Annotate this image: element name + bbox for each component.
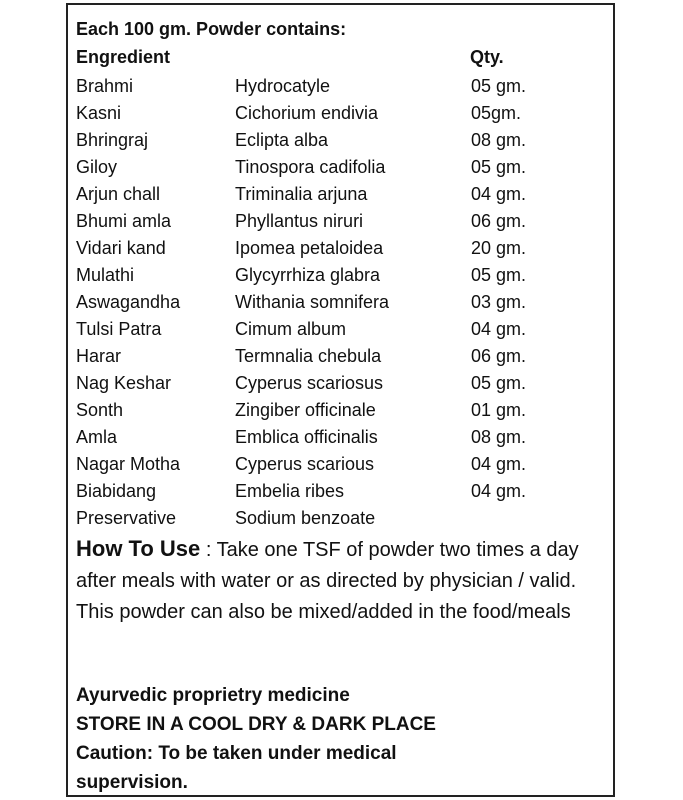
ingredient-qty: 03 gm. (471, 292, 527, 312)
ingredient-name: Bhringraj (76, 130, 149, 150)
botanical-name: Tinospora cadifolia (235, 157, 386, 177)
ingredient-name: Vidari kand (76, 238, 166, 258)
ingredient-row (76, 262, 606, 289)
ingredient-name: Aswagandha (76, 292, 181, 312)
footer-notes (76, 681, 436, 797)
botanical-name: Triminalia arjuna (235, 184, 368, 204)
ingredient-name: Bhumi amla (76, 211, 172, 231)
caution-line-continued: supervision. (76, 772, 188, 793)
ingredient-name: Brahmi (76, 76, 134, 96)
ingredient-row (76, 154, 606, 181)
botanical-name: Eclipta alba (235, 130, 329, 150)
ingredient-name: Giloy (76, 157, 118, 177)
ingredient-row (76, 127, 606, 154)
ingredient-row (76, 424, 606, 451)
botanical-name: Glycyrrhiza glabra (235, 265, 381, 285)
ingredient-row (76, 370, 606, 397)
ingredient-qty: 04 gm. (471, 184, 527, 204)
ingredient-name: Nagar Motha (76, 454, 181, 474)
ingredient-name: Arjun chall (76, 184, 161, 204)
ingredient-qty: 05 gm. (471, 157, 527, 177)
caution-line: Caution: To be taken under medical (76, 743, 397, 764)
ingredient-row (76, 316, 606, 343)
ingredient-name: Kasni (76, 103, 122, 123)
ingredient-qty: 20 gm. (471, 238, 527, 258)
ingredient-qty: 06 gm. (471, 211, 527, 231)
how-to-use-separator: : (200, 539, 217, 561)
botanical-name: Withania somnifera (235, 292, 390, 312)
ingredient-list (76, 73, 606, 532)
medicine-type: Ayurvedic proprietry medicine (76, 685, 350, 706)
ingredient-qty: 04 gm. (471, 454, 527, 474)
ingredient-name: Biabidang (76, 481, 157, 501)
how-to-use-section (76, 533, 611, 628)
ingredient-row (76, 208, 606, 235)
ingredient-column-header: Engredient (76, 47, 171, 67)
ingredient-qty: 06 gm. (471, 346, 527, 366)
botanical-name: Embelia ribes (235, 481, 345, 501)
ingredient-row (76, 100, 606, 127)
how-to-use-text: Take one TSF of powder two times a day after meals with water or as directed by physician / valid. This powder can also be mixed/added in the food/meals (76, 539, 579, 623)
botanical-name: Cichorium endivia (235, 103, 379, 123)
qty-column-header: Qty. (470, 47, 504, 67)
botanical-name: Termnalia chebula (235, 346, 382, 366)
botanical-name: Cyperus scarious (235, 454, 375, 474)
storage-instruction: STORE IN A COOL DRY & DARK PLACE (76, 714, 436, 735)
botanical-name: Ipomea petaloidea (235, 238, 384, 258)
ingredient-qty: 05 gm. (471, 373, 527, 393)
ingredient-row (76, 478, 606, 505)
ingredient-qty: 04 gm. (471, 481, 527, 501)
ingredient-label (66, 3, 615, 797)
ingredient-row (76, 397, 606, 424)
ingredient-name: Preservative (76, 508, 177, 528)
botanical-name: Cimum album (235, 319, 347, 339)
botanical-name: Cyperus scariosus (235, 373, 384, 393)
ingredient-row (76, 73, 606, 100)
ingredient-row (76, 451, 606, 478)
botanical-name: Zingiber officinale (235, 400, 376, 420)
ingredient-row (76, 289, 606, 316)
botanical-name: Hydrocatyle (235, 76, 331, 96)
ingredient-row (76, 235, 606, 262)
ingredient-qty: 01 gm. (471, 400, 527, 420)
ingredient-qty: 04 gm. (471, 319, 527, 339)
composition-heading: Each 100 gm. Powder contains: (76, 19, 347, 39)
ingredient-qty: 05 gm. (471, 76, 527, 96)
ingredient-qty: 05gm. (471, 103, 522, 123)
ingredient-name: Harar (76, 346, 122, 366)
ingredient-qty: 05 gm. (471, 265, 527, 285)
ingredient-row (76, 343, 606, 370)
botanical-name: Sodium benzoate (235, 508, 376, 528)
ingredient-row (76, 181, 606, 208)
ingredient-name: Sonth (76, 400, 124, 420)
ingredient-name: Nag Keshar (76, 373, 172, 393)
ingredient-name: Amla (76, 427, 118, 447)
ingredient-name: Tulsi Patra (76, 319, 162, 339)
ingredient-row (76, 505, 606, 532)
how-to-use-label: How To Use (76, 536, 201, 561)
ingredient-qty: 08 gm. (471, 130, 527, 150)
botanical-name: Emblica officinalis (235, 427, 378, 447)
ingredient-qty: 08 gm. (471, 427, 527, 447)
botanical-name: Phyllantus niruri (235, 211, 364, 231)
ingredient-name: Mulathi (76, 265, 135, 285)
